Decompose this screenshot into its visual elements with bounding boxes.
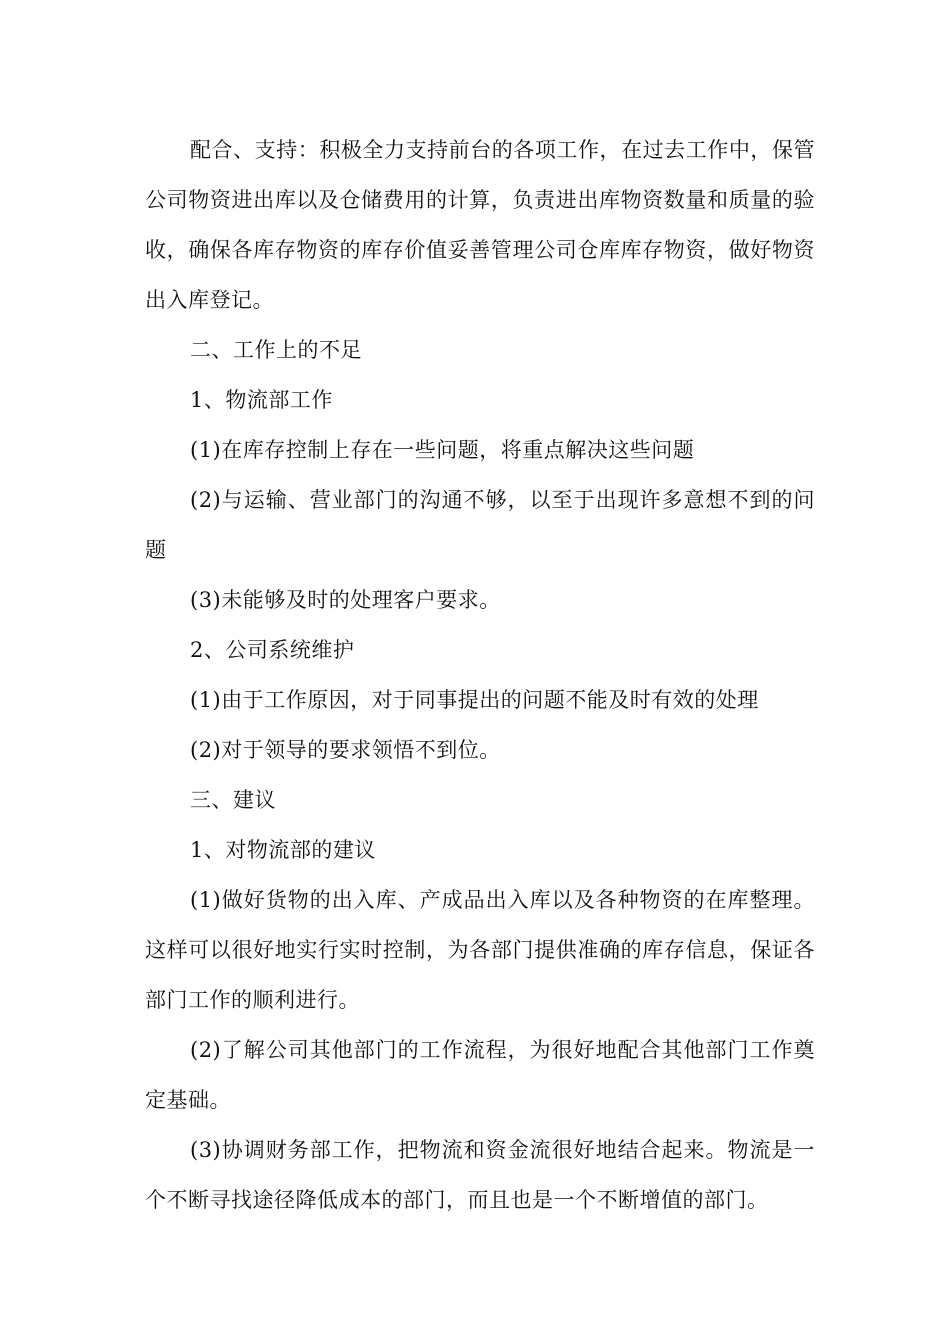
document-body bbox=[145, 125, 815, 1225]
list-item-colleague-issues: (1)由于工作原因，对于同事提出的问题不能及时有效的处理 bbox=[190, 688, 759, 712]
subheading-system-maintenance: 2、公司系统维护 bbox=[190, 638, 355, 662]
list-item-finance-coordination: (3)协调财务部工作，把物流和资金流很好地结合起来。物流是一个不断寻找途径降低成本的部门，而且也是一个不断增值的部门。 bbox=[145, 1138, 815, 1212]
heading-shortcomings: 二、工作上的不足 bbox=[190, 338, 362, 362]
list-item-department-workflow: (2)了解公司其他部门的工作流程，为很好地配合其他部门工作奠定基础。 bbox=[145, 1038, 815, 1112]
list-item-warehouse-management: (1)做好货物的出入库、产成品出入库以及各种物资的在库整理。这样可以很好地实行实时控制，为各部门提供准确的库存信息，保证各部门工作的顺利进行。 bbox=[145, 888, 815, 1012]
paragraph-support: 配合、支持：积极全力支持前台的各项工作，在过去工作中，保管公司物资进出库以及仓储费用的计算，负责进出库物资数量和质量的验收，确保各库存物资的库存价值妥善管理公司仓库库存物资，做好物资出入库登记。 bbox=[145, 138, 815, 312]
list-item-inventory-control: (1)在库存控制上存在一些问题，将重点解决这些问题 bbox=[190, 438, 695, 462]
list-item-leadership-requirements: (2)对于领导的要求领悟不到位。 bbox=[190, 738, 501, 762]
subheading-logistics-work: 1、物流部工作 bbox=[190, 388, 333, 412]
list-item-customer-requests: (3)未能够及时的处理客户要求。 bbox=[190, 588, 501, 612]
heading-suggestions: 三、建议 bbox=[190, 788, 276, 812]
list-item-communication: (2)与运输、营业部门的沟通不够，以至于出现许多意想不到的问题 bbox=[145, 488, 815, 562]
subheading-logistics-suggestions: 1、对物流部的建议 bbox=[190, 838, 376, 862]
